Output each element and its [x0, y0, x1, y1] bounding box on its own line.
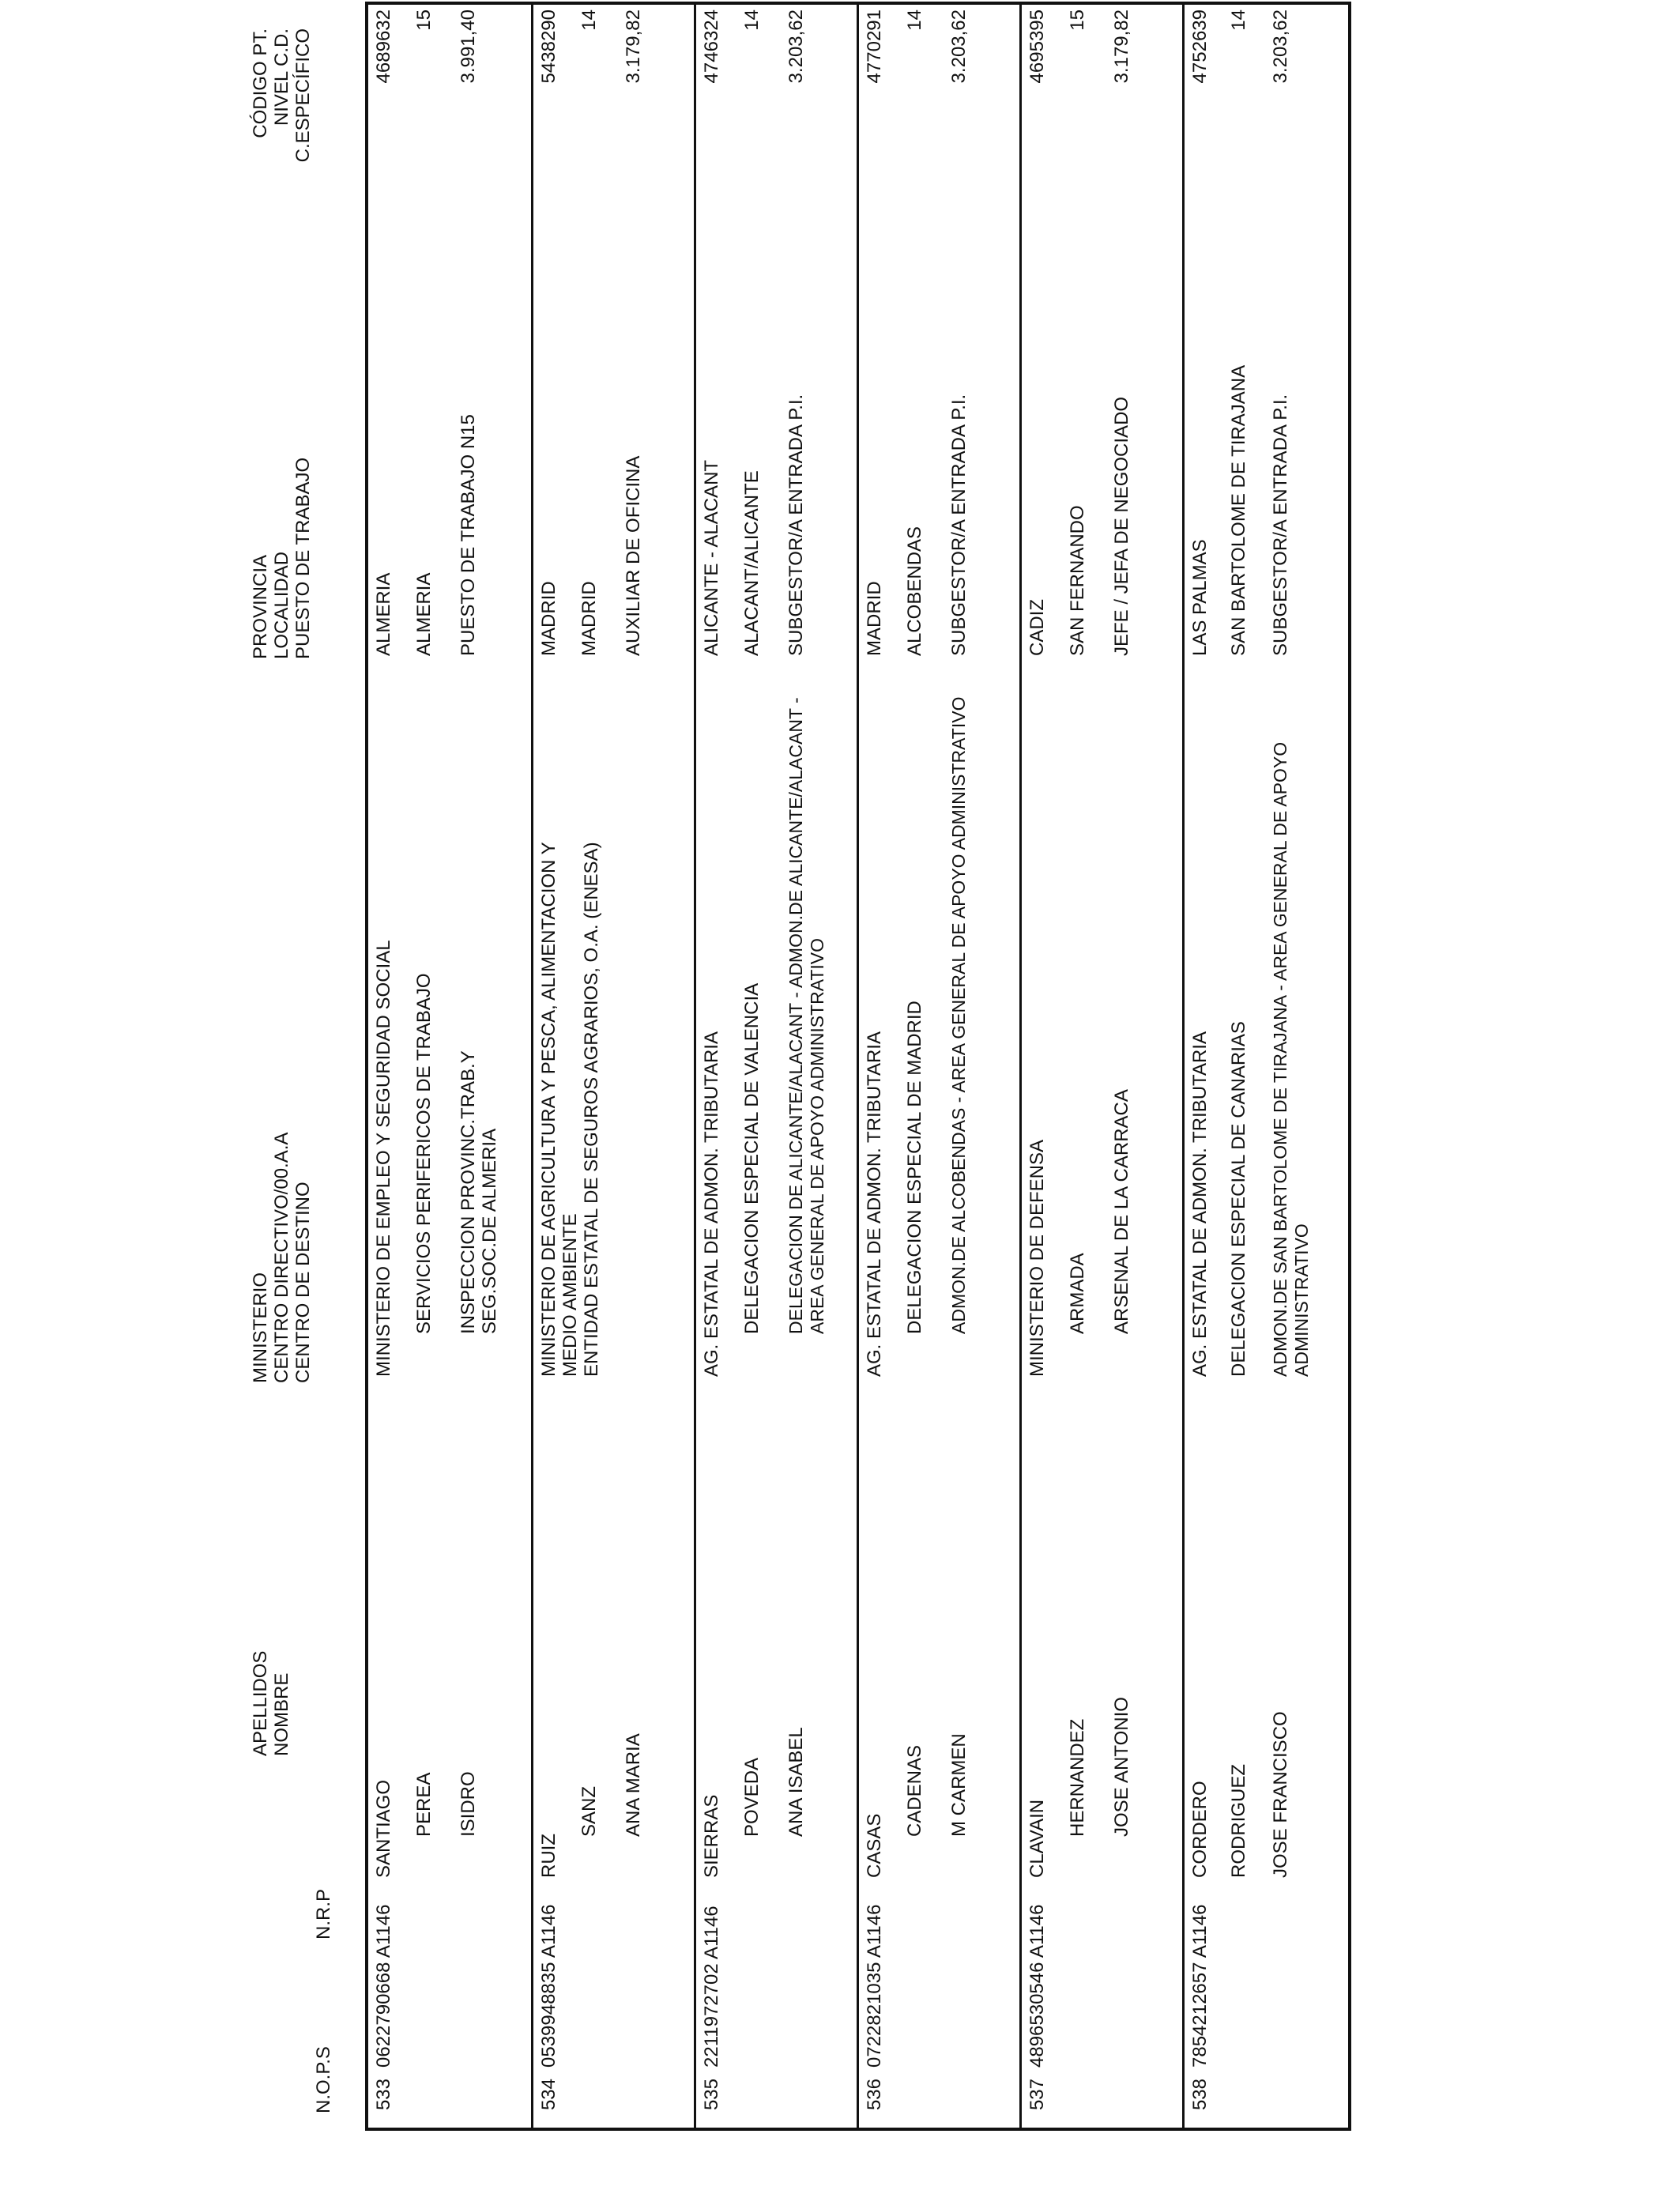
- localidad: SAN FERNANDO: [1067, 505, 1088, 656]
- header-nops: [313, 2046, 334, 2113]
- record-row: [857, 5, 1022, 2128]
- centro-directivo: DELEGACION ESPECIAL DE VALENCIA: [741, 982, 763, 1334]
- centro-destino: DELEGACION DE ALICANTE/ALACANT - ADMON.DE ALICANTE/ALACANT - AREA GENERAL DE APOYO ADMINISTRATIVO: [785, 697, 827, 1334]
- c-especifico: 3.203,62: [948, 9, 970, 84]
- header-nombre-label: NOMBRE: [271, 1672, 292, 1756]
- nrp-value: 0539948835 A1146: [538, 1904, 559, 2068]
- apellido2: CADENAS: [904, 1744, 925, 1837]
- header-nrp-label: N.R.P: [313, 1888, 334, 1940]
- apellido2: HERNANDEZ: [1067, 1718, 1088, 1837]
- puesto-trabajo: AUXILIAR DE OFICINA: [623, 455, 644, 656]
- nrp-value: 7854212657 A1146: [1189, 1904, 1211, 2068]
- nivel-cd: 14: [904, 9, 925, 31]
- provincia: MADRID: [538, 581, 559, 656]
- apellido2: SANZ: [578, 1785, 600, 1837]
- centro-directivo: DELEGACION ESPECIAL DE CANARIAS: [1228, 1021, 1249, 1377]
- apellido1: CORDERO: [1189, 1781, 1211, 1878]
- c-especifico: 3.203,62: [785, 9, 807, 84]
- nombre: M CARMEN: [948, 1733, 970, 1837]
- nivel-cd: 15: [413, 9, 435, 31]
- nops-number: 533: [373, 2079, 394, 2111]
- header-nops-label: N.O.P.S: [313, 2046, 334, 2113]
- localidad: ALACANT/ALICANTE: [741, 470, 763, 656]
- centro-destino: INSPECCION PROVINC.TRAB.Y SEG.SOC.DE ALMERIA: [458, 1050, 500, 1334]
- nops-number: 536: [864, 2079, 885, 2111]
- header-centro-directivo-label: CENTRO DIRECTIVO/00.A.A: [271, 1132, 292, 1383]
- c-especifico: 3.991,40: [458, 9, 479, 84]
- record-row: [694, 5, 859, 2128]
- centro-destino: ADMON.DE SAN BARTOLOME DE TIRAJANA - AREA GENERAL DE APOYO ADMINISTRATIVO: [1270, 741, 1312, 1377]
- header-provincia: [250, 458, 314, 659]
- ministerio: MINISTERIO DE EMPLEO Y SEGURIDAD SOCIAL: [373, 940, 394, 1377]
- apellido2: PEREA: [413, 1772, 435, 1837]
- apellido2: RODRIGUEZ: [1228, 1764, 1249, 1878]
- apellido1: SIERRAS: [701, 1794, 722, 1878]
- nrp-value: 0722821035 A1146: [864, 1904, 885, 2068]
- nombre: ANA MARIA: [623, 1733, 644, 1837]
- header-apellidos-nombre: [250, 1651, 292, 1756]
- nombre: JOSE ANTONIO: [1111, 1697, 1132, 1837]
- header-codigo-label: CÓDIGO PT.: [250, 28, 271, 138]
- header-nivel-label: NIVEL C.D.: [271, 28, 292, 126]
- nrp-value: 0622790668 A1146: [373, 1904, 394, 2068]
- centro-directivo: ENTIDAD ESTATAL DE SEGUROS AGRARIOS, O.A. (ENESA): [581, 842, 602, 1377]
- localidad: ALMERIA: [413, 572, 435, 656]
- apellido2: POVEDA: [741, 1757, 763, 1837]
- c-especifico: 3.203,62: [1270, 9, 1291, 84]
- puesto-trabajo: SUBGESTOR/A ENTRADA P.I.: [948, 394, 970, 656]
- provincia: ALICANTE - ALACANT: [701, 459, 722, 656]
- ministerio: AG. ESTATAL DE ADMON. TRIBUTARIA: [701, 1031, 722, 1377]
- nombre: ISIDRO: [458, 1771, 479, 1837]
- header-codigo: [250, 28, 314, 187]
- header-apellidos-label: APELLIDOS: [250, 1650, 271, 1756]
- header-ministerio-label: MINISTERIO: [250, 1272, 271, 1383]
- codigo-pt: 4746324: [701, 9, 722, 84]
- nops-number: 538: [1189, 2079, 1211, 2111]
- apellido1: RUIZ: [538, 1834, 559, 1878]
- nivel-cd: 14: [578, 9, 600, 31]
- header-provincia-label: PROVINCIA: [250, 554, 271, 659]
- ministerio: MINISTERIO DE DEFENSA: [1026, 1139, 1048, 1377]
- header-puesto-label: PUESTO DE TRABAJO: [292, 457, 314, 659]
- header-nrp: [313, 1889, 334, 1940]
- record-row: [1182, 5, 1347, 2128]
- puesto-trabajo: SUBGESTOR/A ENTRADA P.I.: [785, 394, 807, 656]
- header-especifico-label: C.ESPECÍFICO: [292, 28, 314, 163]
- apellido1: SANTIAGO: [373, 1779, 394, 1878]
- localidad: ALCOBENDAS: [904, 526, 925, 656]
- apellido1: CASAS: [864, 1813, 885, 1878]
- apellido1: CLAVAIN: [1026, 1799, 1048, 1878]
- centro-destino: ARSENAL DE LA CARRACA: [1111, 1089, 1132, 1334]
- nrp-value: 2211972702 A1146: [701, 1906, 722, 2068]
- ministerio: AG. ESTATAL DE ADMON. TRIBUTARIA: [1189, 1031, 1211, 1377]
- codigo-pt: 4770291: [864, 9, 885, 84]
- header-ministerio: [250, 1133, 314, 1383]
- localidad: SAN BARTOLOME DE TIRAJANA: [1228, 364, 1249, 656]
- centro-directivo: DELEGACION ESPECIAL DE MADRID: [904, 1001, 925, 1334]
- nrp-value: 4896530546 A1146: [1026, 1904, 1048, 2068]
- centro-directivo: ARMADA: [1067, 1253, 1088, 1334]
- provincia: CADIZ: [1026, 599, 1048, 656]
- nivel-cd: 14: [1228, 9, 1249, 31]
- nivel-cd: 14: [741, 9, 763, 31]
- codigo-pt: 4689632: [373, 9, 394, 84]
- puesto-trabajo: SUBGESTOR/A ENTRADA P.I.: [1270, 394, 1291, 656]
- nivel-cd: 15: [1067, 9, 1088, 31]
- centro-destino: ADMON.DE ALCOBENDAS - AREA GENERAL DE APOYO ADMINISTRATIVO: [948, 696, 969, 1334]
- centro-directivo: SERVICIOS PERIFERICOS DE TRABAJO: [413, 973, 435, 1334]
- provincia: LAS PALMAS: [1189, 539, 1211, 656]
- ministerio: MINISTERIO DE AGRICULTURA Y PESCA, ALIMENTACION Y MEDIO AMBIENTE: [538, 842, 581, 1377]
- codigo-pt: 4695395: [1026, 9, 1048, 84]
- codigo-pt: 5438290: [538, 9, 559, 84]
- nops-number: 537: [1026, 2079, 1048, 2111]
- provincia: MADRID: [864, 581, 885, 656]
- c-especifico: 3.179,82: [623, 9, 644, 84]
- nombre: JOSE FRANCISCO: [1270, 1711, 1291, 1878]
- nops-number: 534: [538, 2079, 559, 2111]
- nombre: ANA ISABEL: [785, 1727, 807, 1837]
- nops-number: 535: [701, 2079, 722, 2111]
- records-table: [365, 2, 1351, 2131]
- puesto-trabajo: JEFE / JEFA DE NEGOCIADO: [1111, 396, 1132, 656]
- codigo-pt: 4752639: [1189, 9, 1211, 84]
- record-row: [368, 5, 531, 2128]
- provincia: ALMERIA: [373, 572, 394, 656]
- c-especifico: 3.179,82: [1111, 9, 1132, 84]
- header-localidad-label: LOCALIDAD: [271, 551, 292, 659]
- header-centro-destino-label: CENTRO DE DESTINO: [292, 1182, 314, 1383]
- ministerio: AG. ESTATAL DE ADMON. TRIBUTARIA: [864, 1031, 885, 1377]
- record-row: [531, 5, 696, 2128]
- record-row: [1019, 5, 1185, 2128]
- puesto-trabajo: PUESTO DE TRABAJO N15: [458, 414, 479, 656]
- localidad: MADRID: [578, 581, 600, 656]
